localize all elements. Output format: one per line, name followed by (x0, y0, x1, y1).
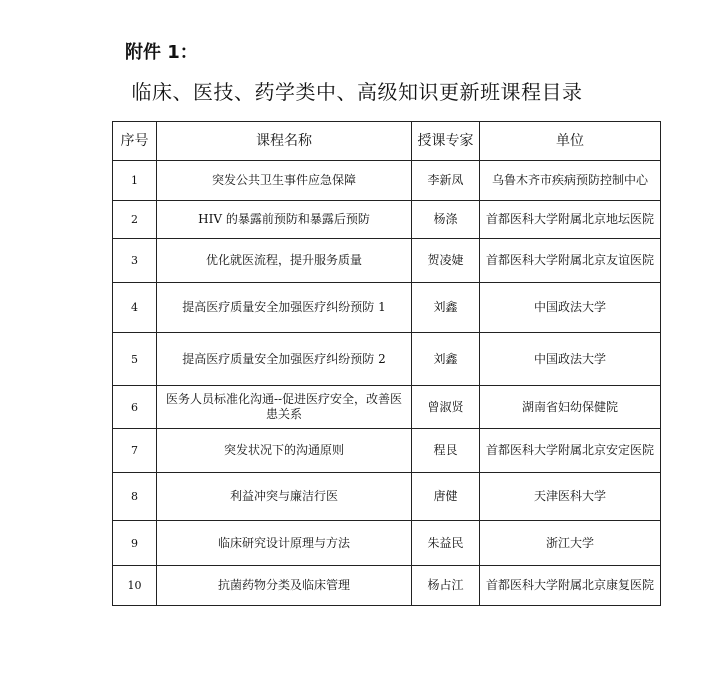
table-row (113, 386, 661, 429)
page-title: 临床、医技、药学类中、高级知识更新班课程目录 (131, 80, 583, 104)
cell-index: 8 (113, 473, 157, 521)
cell-expert: 朱益民 (412, 521, 480, 566)
cell-unit: 乌鲁木齐市疾病预防控制中心 (480, 161, 661, 201)
cell-index: 6 (113, 386, 157, 429)
cell-unit: 首都医科大学附属北京地坛医院 (480, 201, 661, 239)
cell-index: 4 (113, 283, 157, 333)
cell-index: 7 (113, 429, 157, 473)
cell-expert: 刘鑫 (412, 333, 480, 386)
table-row (113, 283, 661, 333)
cell-index: 9 (113, 521, 157, 566)
cell-course: 抗菌药物分类及临床管理 (157, 566, 412, 606)
header-unit: 单位 (480, 122, 661, 161)
cell-index: 2 (113, 201, 157, 239)
table-row (113, 201, 661, 239)
cell-expert: 李新凤 (412, 161, 480, 201)
table-row (113, 521, 661, 566)
cell-unit: 湖南省妇幼保健院 (480, 386, 661, 429)
cell-course: 优化就医流程，提升服务质量 (157, 239, 412, 283)
cell-unit: 中国政法大学 (480, 283, 661, 333)
cell-course: 突发状况下的沟通原则 (157, 429, 412, 473)
cell-expert: 杨占江 (412, 566, 480, 606)
cell-unit: 首都医科大学附属北京友谊医院 (480, 239, 661, 283)
cell-expert: 杨涤 (412, 201, 480, 239)
cell-course: 临床研究设计原理与方法 (157, 521, 412, 566)
cell-course: 提高医疗质量安全加强医疗纠纷预防 2 (157, 333, 412, 386)
cell-course: 提高医疗质量安全加强医疗纠纷预防 1 (157, 283, 412, 333)
header-expert: 授课专家 (412, 122, 480, 161)
cell-expert: 程艮 (412, 429, 480, 473)
header-course-name: 课程名称 (157, 122, 412, 161)
table-row (113, 239, 661, 283)
table-row (113, 566, 661, 606)
header-index: 序号 (113, 122, 157, 161)
table-row (113, 161, 661, 201)
cell-expert: 唐健 (412, 473, 480, 521)
cell-unit: 首都医科大学附属北京安定医院 (480, 429, 661, 473)
cell-index: 1 (113, 161, 157, 201)
cell-unit: 天津医科大学 (480, 473, 661, 521)
cell-unit: 首都医科大学附属北京康复医院 (480, 566, 661, 606)
table-row (113, 473, 661, 521)
cell-course: 医务人员标准化沟通--促进医疗安全，改善医患关系 (157, 386, 412, 429)
cell-expert: 曾淑贤 (412, 386, 480, 429)
attachment-label: 附件 1： (125, 42, 198, 63)
cell-course: 利益冲突与廉洁行医 (157, 473, 412, 521)
cell-index: 10 (113, 566, 157, 606)
cell-course: HIV 的暴露前预防和暴露后预防 (157, 201, 412, 239)
table-row (113, 429, 661, 473)
cell-unit: 中国政法大学 (480, 333, 661, 386)
cell-index: 3 (113, 239, 157, 283)
cell-unit: 浙江大学 (480, 521, 661, 566)
cell-expert: 贺凌婕 (412, 239, 480, 283)
cell-expert: 刘鑫 (412, 283, 480, 333)
table-row (113, 333, 661, 386)
cell-course: 突发公共卫生事件应急保障 (157, 161, 412, 201)
table-header-row (113, 122, 661, 161)
cell-index: 5 (113, 333, 157, 386)
course-table (112, 121, 661, 606)
